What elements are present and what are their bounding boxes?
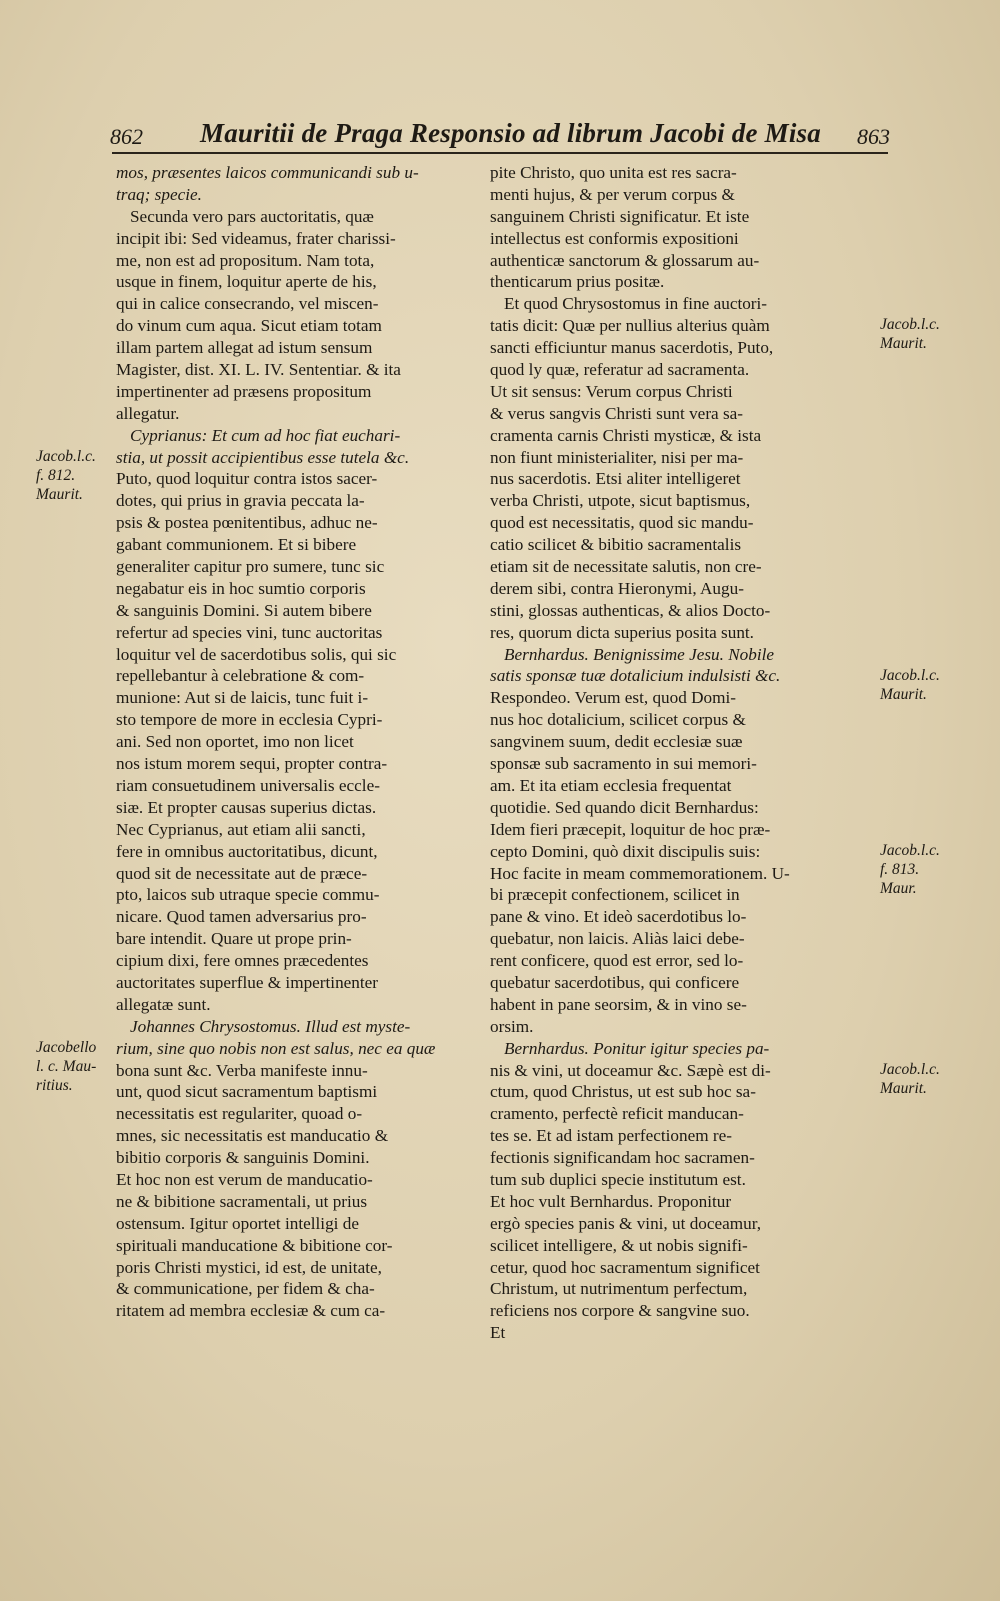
text-line: mos, præsentes laicos communicandi sub u- xyxy=(116,163,419,182)
text-line: res, quorum dicta superius posita sunt. xyxy=(490,622,754,642)
text-line: sancti efficiuntur manus sacerdotis, Puto, xyxy=(490,338,774,358)
text-line: Puto, quod loquitur contra istos sacer- xyxy=(116,469,378,489)
text-line: ani. Sed non oportet, imo non licet xyxy=(116,732,354,752)
margin-note-line: Maurit. xyxy=(36,485,83,503)
text-line: munione: Aut si de laicis, tunc fuit i- xyxy=(116,688,369,708)
margin-note-line: l. c. Mau- xyxy=(36,1058,97,1075)
text-line: Cyprianus: Et cum ad hoc fiat euchari- xyxy=(130,425,401,445)
text-line: non fiunt ministerialiter, nisi per ma- xyxy=(490,447,744,467)
text-line: Hoc facite in meam commemorationem. U- xyxy=(490,863,790,883)
text-line: cramenta carnis Christi mysticæ, & ista xyxy=(490,425,762,445)
text-line: spirituali manducatione & bibitione cor- xyxy=(116,1235,393,1255)
text-line: psis & postea pœnitentibus, adhuc ne- xyxy=(116,513,378,533)
text-line: traq; specie. xyxy=(116,184,202,204)
text-line: sanguinem Christi significatur. Et iste xyxy=(490,206,750,226)
text-line: catio scilicet & bibitio sacramentalis xyxy=(490,535,742,555)
margin-note-line: ritius. xyxy=(36,1077,73,1094)
text-line: gabant communionem. Et si bibere xyxy=(116,535,357,555)
text-line: Et hoc non est verum de manducatio- xyxy=(116,1169,373,1189)
text-line: ctum, quod Christus, ut est sub hoc sa- xyxy=(490,1082,756,1102)
text-line: incipit ibi: Sed videamus, frater charissi- xyxy=(116,228,396,248)
margin-note-line: f. 812. xyxy=(36,466,76,484)
text-line: cepto Domini, quò dixit discipulis suis: xyxy=(490,841,761,861)
text-line: am. Et ita etiam ecclesia frequentat xyxy=(490,775,732,795)
margin-note-line: Maur. xyxy=(880,879,917,897)
text-line: nus sacerdotis. Etsi aliter intelligeret xyxy=(490,469,741,489)
text-line: ritatem ad membra ecclesiæ & cum ca- xyxy=(116,1301,386,1321)
text-line: authenticæ sanctorum & glossarum au- xyxy=(490,250,760,270)
text-line: riam consuetudinem universalis eccle- xyxy=(116,775,380,795)
text-line: Et hoc vult Bernhardus. Proponitur xyxy=(490,1191,732,1211)
margin-note-line: Jacob.l.c. xyxy=(880,1060,940,1078)
text-line: Nec Cyprianus, aut etiam alii sancti, xyxy=(116,819,366,839)
text-line: qui in calice consecrando, vel miscen- xyxy=(116,294,379,314)
text-line: usque in finem, loquitur aperte de his, xyxy=(116,272,377,292)
text-line: auctoritates superflue & impertinenter xyxy=(116,972,379,992)
text-line: tum sub duplici specie institutum est. xyxy=(490,1169,746,1189)
text-line: sangvinem suum, dedit ecclesiæ suæ xyxy=(490,732,743,752)
margin-note-line: f. 813. xyxy=(880,860,920,878)
text-line: bibitio corporis & sanguinis Domini. xyxy=(116,1148,370,1168)
margin-note-line: Jacobello xyxy=(36,1039,97,1056)
text-line: necessitatis est regulariter, quoad o- xyxy=(116,1104,363,1124)
text-line: me, non est ad propositum. Nam tota, xyxy=(116,250,375,270)
text-line: illam partem allegat ad istum sensum xyxy=(116,338,373,358)
text-line: Ut sit sensus: Verum corpus Christi xyxy=(490,381,733,401)
text-line: dotes, qui prius in gravia peccata la- xyxy=(116,491,365,511)
text-line: impertinenter ad præsens propositum xyxy=(116,381,372,401)
text-line: sto tempore de more in ecclesia Cypri- xyxy=(116,710,383,730)
margin-note xyxy=(36,1038,96,1095)
text-line: quod ly quæ, referatur ad sacramenta. xyxy=(490,360,750,380)
text-line: ne & bibitione sacramentali, ut prius xyxy=(116,1191,368,1211)
margin-note-line: Jacob.l.c. xyxy=(36,447,96,465)
text-line: verba Christi, utpote, sicut baptismus, xyxy=(490,491,751,511)
text-line: cramento, perfectè reficit manducan- xyxy=(490,1104,744,1124)
text-line: bare intendit. Quare ut prope prin- xyxy=(116,929,352,949)
margin-note-line: Maurit. xyxy=(880,685,927,703)
text-line: Idem fieri præcepit, loquitur de hoc præ- xyxy=(490,819,771,839)
margin-note-line: Maurit. xyxy=(880,1079,927,1097)
margin-note-line: Jacob.l.c. xyxy=(880,316,940,334)
text-line: Et quod Chrysostomus in fine auctori- xyxy=(504,294,768,314)
text-line: rent conficere, quod est error, sed lo- xyxy=(490,951,744,971)
text-line: cetur, quod hoc sacramentum significet xyxy=(490,1257,760,1277)
margin-note xyxy=(36,447,96,504)
running-title: Mauritii de Praga Responsio ad librum Jacobi de Misa xyxy=(200,118,821,148)
page-number-right: 863 xyxy=(857,124,890,149)
text-line: nis & vini, ut doceamur &c. Sæpè est di- xyxy=(490,1060,771,1080)
header-rule xyxy=(112,152,888,154)
text-line: pane & vino. Et ideò sacerdotibus lo- xyxy=(490,907,747,927)
text-line: cipium dixi, fere omnes præcedentes xyxy=(116,951,369,971)
text-line: Et xyxy=(490,1323,506,1343)
text-line: tatis dicit: Quæ per nullius alterius quàm xyxy=(490,316,770,336)
text-line: etiam sit de necessitate salutis, non cre- xyxy=(490,557,762,577)
text-line: quotidie. Sed quando dicit Bernhardus: xyxy=(490,797,759,817)
margin-note xyxy=(880,666,940,704)
margin-note xyxy=(880,315,940,353)
margin-note-line: Jacob.l.c. xyxy=(880,666,940,684)
text-line: orsim. xyxy=(490,1016,534,1036)
text-line: & verus sangvis Christi sunt vera sa- xyxy=(490,403,744,423)
text-line: ostensum. Igitur oportet intelligi de xyxy=(116,1213,359,1233)
text-line: fectionis significandam hoc sacramen- xyxy=(490,1148,755,1168)
text-line: habent in pane seorsim, & in vino se- xyxy=(490,994,747,1014)
text-line: nicare. Quod tamen adversarius pro- xyxy=(116,907,367,927)
text-line: reficiens nos corpore & sangvine suo. xyxy=(490,1301,750,1321)
text-line: pite Christo, quo unita est res sacra- xyxy=(490,163,737,182)
text-line: rium, sine quo nobis non est salus, nec ea quæ xyxy=(116,1038,436,1058)
text-line: stia, ut possit accipientibus esse tutela &c. xyxy=(116,447,410,467)
text-line: bona sunt &c. Verba manifeste innu- xyxy=(116,1060,368,1080)
text-line: intellectus est conformis expositioni xyxy=(490,228,739,248)
text-line: unt, quod sicut sacramentum baptismi xyxy=(116,1082,378,1102)
text-line: quod sit de necessitate aut de præce- xyxy=(116,863,368,883)
text-line: nus hoc dotalicium, scilicet corpus & xyxy=(490,710,746,730)
margin-note-line: Jacob.l.c. xyxy=(880,841,940,859)
text-line: fere in omnibus auctoritatibus, dicunt, xyxy=(116,841,378,861)
text-line: tes se. Et ad istam perfectionem re- xyxy=(490,1126,732,1146)
text-line: Bernhardus. Benignissime Jesu. Nobile xyxy=(504,644,775,664)
text-line: Bernhardus. Ponitur igitur species pa- xyxy=(504,1038,770,1058)
margin-note-line: Maurit. xyxy=(880,335,927,353)
text-line: & communicatione, per fidem & cha- xyxy=(116,1279,375,1299)
text-line: nos istum morem sequi, propter contra- xyxy=(116,754,388,774)
margin-note xyxy=(880,1060,940,1098)
text-line: allegatur. xyxy=(116,403,180,423)
text-line: quod est necessitatis, quod sic mandu- xyxy=(490,513,754,533)
text-line: quebatur, non laicis. Aliàs laici debe- xyxy=(490,929,745,949)
text-line: & sanguinis Domini. Si autem bibere xyxy=(116,600,372,620)
text-line: quebatur sacerdotibus, qui conficere xyxy=(490,972,740,992)
text-line: poris Christi mystici, id est, de unitate, xyxy=(116,1257,382,1277)
text-line: ergò species panis & vini, ut doceamur, xyxy=(490,1213,762,1233)
text-line: pto, laicos sub utraque specie commu- xyxy=(116,885,380,905)
text-line: menti hujus, & per verum corpus & xyxy=(490,184,735,204)
text-line: Magister, dist. XI. L. IV. Sententiar. & ita xyxy=(116,360,401,380)
text-line: bi præcepit confectionem, scilicet in xyxy=(490,885,740,905)
text-line: sponsæ sub sacramento in sui memori- xyxy=(490,754,757,774)
page-number-left: 862 xyxy=(110,124,143,149)
text-line: Secunda vero pars auctoritatis, quæ xyxy=(130,206,374,226)
text-line: siæ. Et propter causas superius dictas. xyxy=(116,797,377,817)
text-line: repellebantur à celebratione & com- xyxy=(116,666,365,686)
text-line: refertur ad species vini, tunc auctoritas xyxy=(116,622,383,642)
left-column xyxy=(116,162,486,1322)
text-line: stini, glossas authenticas, & alios Docto- xyxy=(490,600,771,620)
text-line: scilicet intelligere, & ut nobis signifi- xyxy=(490,1235,748,1255)
text-line: derem sibi, contra Hieronymi, Augu- xyxy=(490,578,744,598)
text-line: loquitur vel de sacerdotibus solis, qui sic xyxy=(116,644,397,664)
text-line: thenticarum prius positæ. xyxy=(490,272,665,292)
text-line: do vinum cum aqua. Sicut etiam totam xyxy=(116,316,382,336)
text-line: mnes, sic necessitatis est manducatio & xyxy=(116,1126,389,1146)
text-line: generaliter capitur pro sumere, tunc sic xyxy=(116,557,385,577)
running-header xyxy=(110,118,890,154)
text-line: allegatæ sunt. xyxy=(116,994,211,1014)
margin-note xyxy=(880,841,940,898)
right-column xyxy=(490,162,860,1344)
text-line: Christum, ut nutrimentum perfectum, xyxy=(490,1279,748,1299)
text-line: Johannes Chrysostomus. Illud est myste- xyxy=(130,1016,411,1036)
text-line: Respondeo. Verum est, quod Domi- xyxy=(490,688,737,708)
text-line: negabatur eis in hoc sumtio corporis xyxy=(116,578,366,598)
text-line: satis sponsæ tuæ dotalicium indulsisti &c. xyxy=(490,666,781,686)
